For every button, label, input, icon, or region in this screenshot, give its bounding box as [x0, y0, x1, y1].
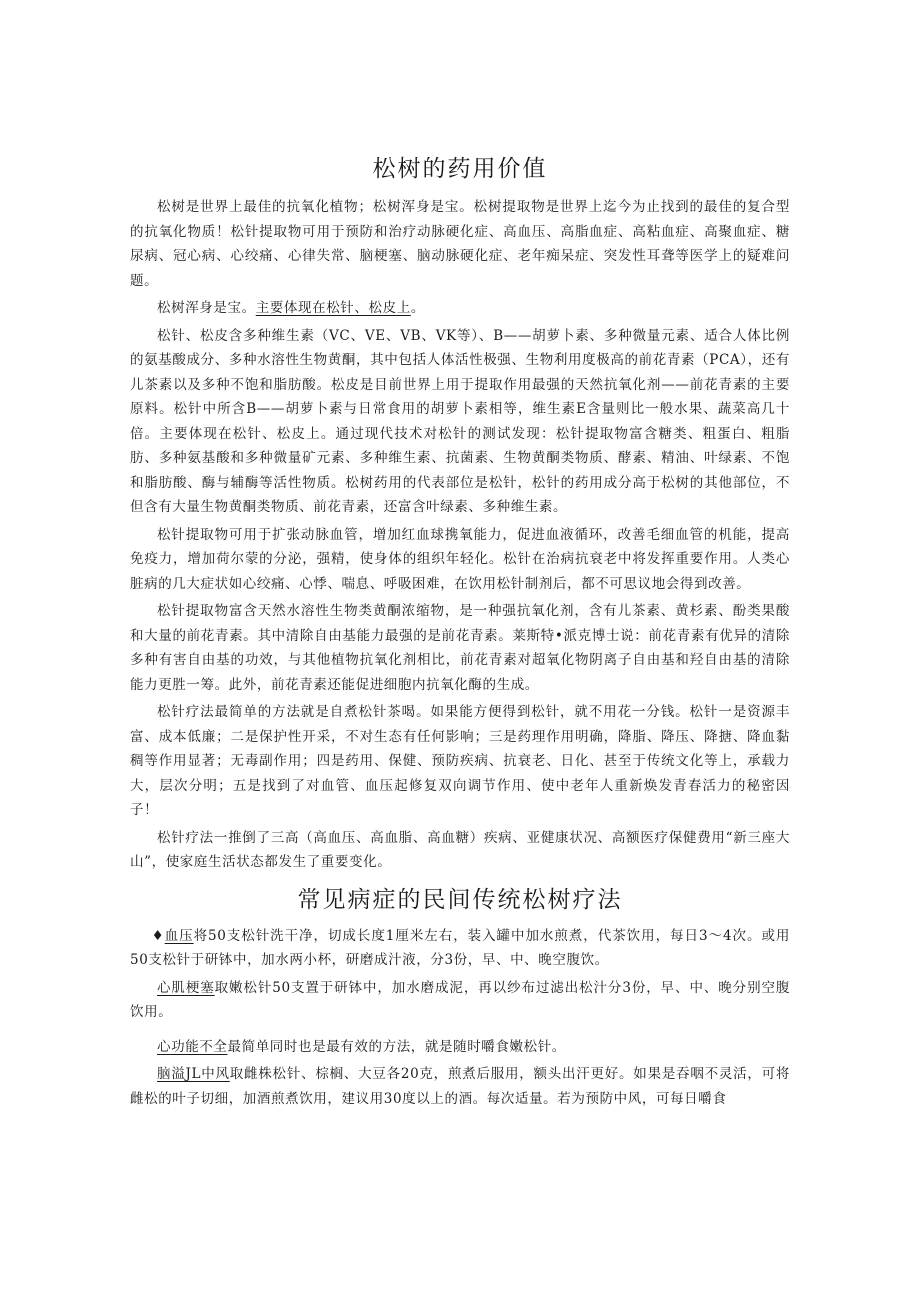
remedy-term-stroke: 脑溢JL中风 — [157, 1066, 230, 1082]
remedy-blood-pressure — [130, 924, 790, 973]
bullet-icon: ♦ — [151, 927, 165, 944]
remedy-term-blood-pressure: 血压 — [164, 927, 194, 944]
paragraph-4: 松针提取物可用于扩张动脉血管，增加红血球携氧能力，促进血液循环，改善毛细血管的机能，提高免疫力，增加荷尔蒙的分泌，强精，使身体的组织年轻化。松针在治病抗衰老中将发挥重要作用。人类心脏病的几大症状如心绞痛、心悸、喘息、呼吸困难，在饮用松针制剂后，都不可思议地会得到改善。 — [130, 526, 790, 592]
remedy-text-stroke: 取雌株松针、棕榈、大豆各20克，煎煮后服用，额头出汗更好。如果是吞咽不灵活，可将雌松的叶子切细，加酒煎煮饮用，建议用30度以上的酒。每次适量。若为预防中风，可每日嚼食 — [130, 1066, 790, 1107]
remedy-myocardial-infarction — [130, 976, 790, 1025]
remedy-heart-insufficiency — [130, 1035, 790, 1060]
paragraph-2 — [130, 296, 790, 321]
remedy-text-heart-insufficiency: 最简单同时也是最有效的方法，就是随时嚼食嫩松针。 — [227, 1038, 566, 1055]
paragraph-6: 松针疗法最简单的方法就是自煮松针茶喝。如果能方便得到松针，就不用花一分钱。松针一是资源丰富、成本低廉；二是保护性开采，不对生态有任何影响；三是药理作用明确，降脂、降压、降搪、降血黏稠等作用显著；无毒副作用；四是药用、保健、预防疾病、抗衰老、日化、甚至于传统文化等上，承载力大，层次分明；五是找到了对血管、血压起修复双向调节作用、使中老年人重新焕发青春活力的秘密因子！ — [130, 704, 790, 818]
remedy-term-heart-insufficiency: 心功能不全 — [157, 1038, 228, 1055]
remedy-stroke — [130, 1062, 790, 1111]
document-body — [130, 150, 790, 1114]
paragraph-5: 松针提取物富含天然水溶性生物类黄酮浓缩物，是一种强抗氧化剂，含有儿茶素、黄杉素、酚类果酸和大量的前花青素。其中清除自由基能力最强的是前花青素。莱斯特•派克博士说：前花青素有优异的清除多种有害自由基的功效，与其他植物抗氧化剂相比，前花青素对超氧化物阴离子自由基和羟自由基的清除能力更胜一筹。此外，前花青素还能促进细胞内抗氧化酶的生成。 — [130, 603, 790, 693]
remedy-text-myocardial-infarction: 取嫩松针50支置于研钵中，加水磨成泥，再以纱布过滤出松汁分3份，早、中、晚分别空腹饮用。 — [130, 979, 790, 1020]
remedy-text-blood-pressure: 将50支松针洗干净，切成长度1厘米左右，装入罐中加水煎煮，代茶饮用，每日3～4次。或用50支松针于研钵中，加水两小杯，研磨成汁液，分3份，早、中、晚空腹饮。 — [130, 927, 790, 968]
intro-paragraph: 松树是世界上最佳的抗氧化植物；松树浑身是宝。松树提取物是世界上迄今为止找到的最佳的复合型的抗氧化物质！松针提取物可用于预防和治疗动脉硬化症、高血压、高脂血症、高粘血症、高聚血症、糖尿病、冠心病、心绞痛、心律失常、脑梗塞、脑动脉硬化症、老年痴呆症、突发性耳聋等医学上的疑难问题。 — [130, 199, 790, 289]
page-title: 松树的药用价值 — [372, 156, 548, 182]
p2-lead: 松树浑身是宝。 — [157, 300, 256, 316]
paragraph-3: 松针、松皮含多种维生素（VC、VE、VB、VK等）、B——胡萝卜素、多种微量元素、适合人体比例的氨基酸成分、多种水溶性生物黄酮，其中包括人体活性极强、生物利用度极高的前花青素（PCA），还有儿茶素以及多种不饱和脂肪酸。松皮是目前世界上用于提取作用最强的天然抗氧化剂——前花青素的主要原料。松针中所含B——胡萝卜素与日常食用的胡萝卜素相等，维生素E含量则比一般水果、蔬菜高几十倍。主要体现在松针、松皮上。通过现代技术对松针的测试发现：松针提取物富含糖类、粗蛋白、粗脂肪、多种氨基酸和多种微量矿元素、多种维生素、抗菌素、生物黄酮类物质、酵素、精油、叶绿素、不饱和脂肪酸、酶与辅酶等活性物质。松树药用的代表部位是松针，松针的药用成分高于松树的其他部位，不但含有大量生物黄酮类物质、前花青素，还富含叶绿素、多种维生素。 — [130, 327, 790, 515]
paragraph-7: 松针疗法一推倒了三高（高血压、高血脂、高血糖）疾病、亚健康状况、高额医疗保健费用“新三座大山”，使家庭生活状态都发生了重要变化。 — [130, 829, 790, 870]
section-title: 常见病症的民间传统松树疗法 — [297, 886, 623, 913]
p2-end: 。 — [410, 300, 425, 316]
remedy-term-myocardial-infarction: 心肌梗塞 — [157, 979, 215, 996]
p2-underlined-text: 主要体现在松针、松皮上 — [255, 300, 411, 316]
